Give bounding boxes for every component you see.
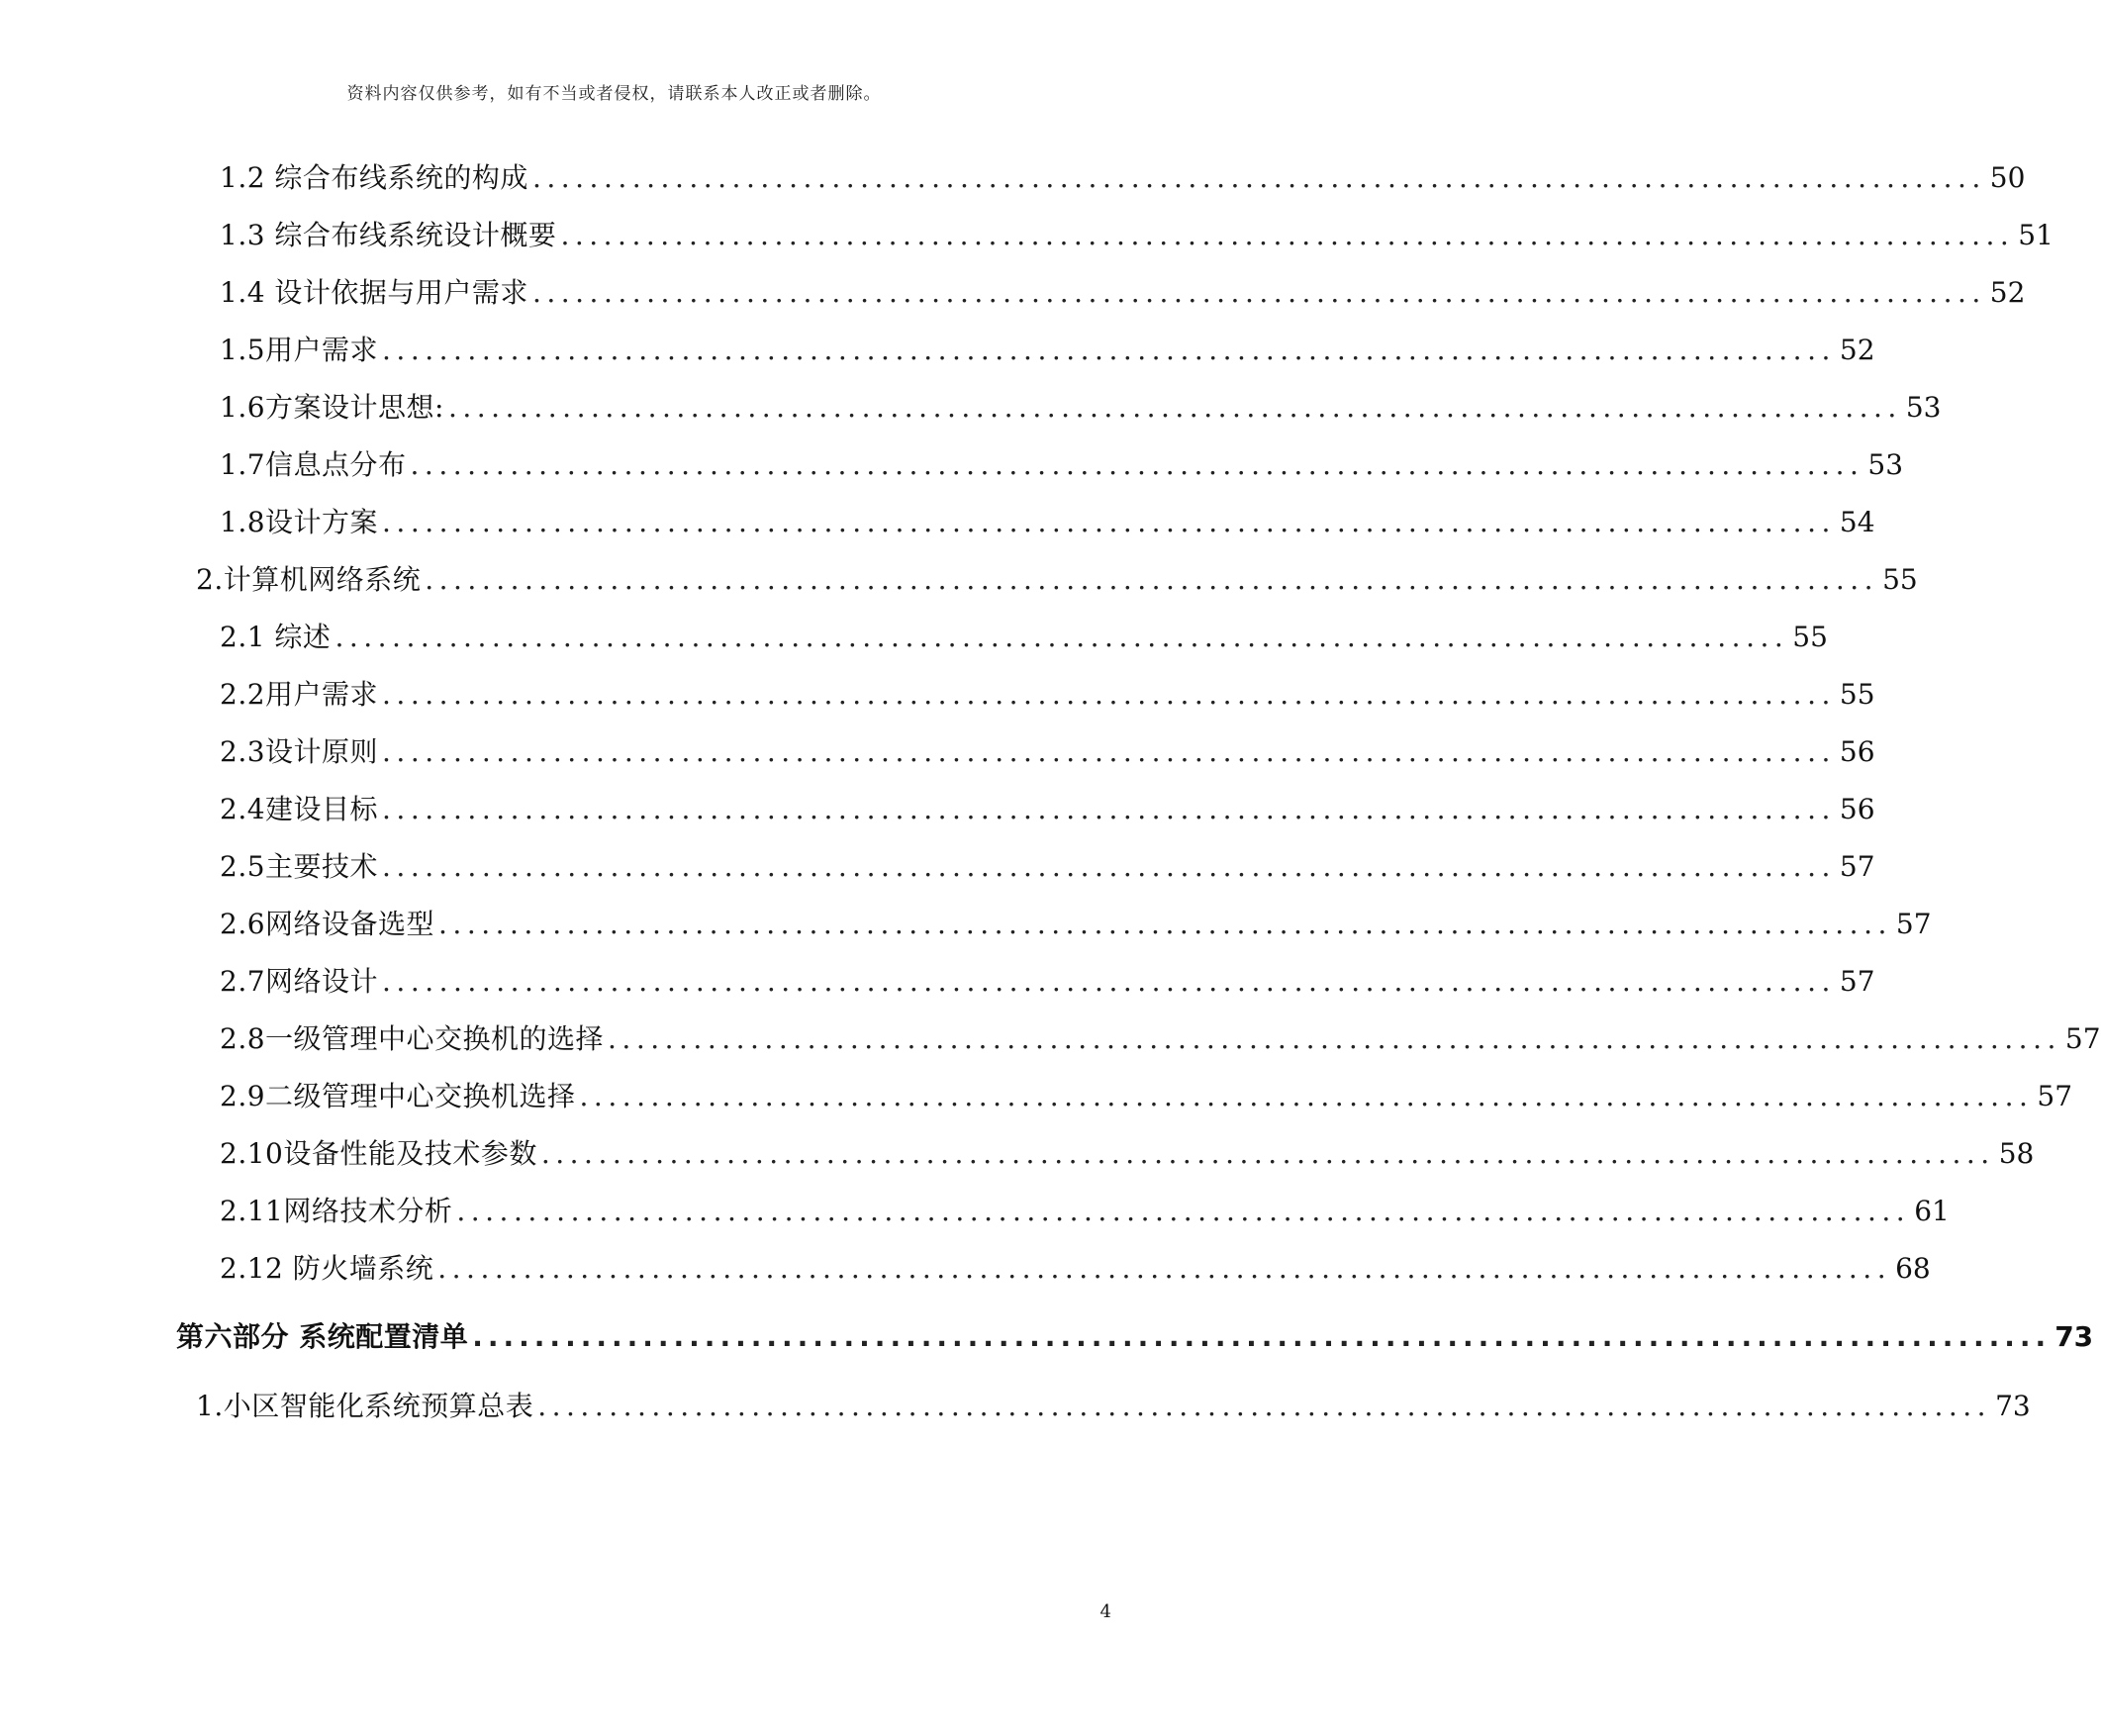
toc-entry[interactable] (220, 505, 1875, 540)
toc-entry[interactable] (220, 218, 2053, 253)
dot-leader: ...................................................................................................... (438, 908, 1892, 940)
toc-entry-page: 55 (1792, 621, 1828, 653)
toc-entry[interactable] (220, 1194, 1950, 1229)
toc-entry-title: 2.6网络设备选型 (220, 908, 435, 940)
toc-entry-title: 2.7网络设计 (220, 965, 379, 998)
toc-entry-title: 2.5主要技术 (220, 850, 379, 883)
toc-entry[interactable] (220, 1251, 1931, 1287)
toc-entry-title: 2.4建设目标 (220, 793, 379, 825)
toc-entry-title: 1.7信息点分布 (220, 448, 407, 481)
toc-entry-page: 58 (1998, 1137, 2035, 1170)
toc-entry[interactable] (220, 275, 2026, 311)
dot-leader: ...................................................................................................... (382, 506, 1836, 538)
dot-leader: ...................................................................................................... (608, 1022, 2061, 1055)
dot-leader: ...................................................................................................... (382, 850, 1836, 883)
toc-entry[interactable] (220, 964, 1875, 1000)
toc-entry[interactable] (220, 620, 1828, 655)
toc-entry[interactable] (220, 333, 1875, 368)
toc-entry[interactable] (220, 1136, 2035, 1172)
toc-entry[interactable] (196, 562, 1918, 598)
toc-entry-title: 2.11网络技术分析 (220, 1195, 453, 1227)
dot-leader: ...................................................................................................... (437, 1252, 1892, 1285)
toc-entry-title: 2.10设备性能及技术参数 (220, 1137, 537, 1170)
dot-leader: ...................................................................................................... (456, 1195, 1911, 1227)
toc-entry-page: 73 (1995, 1390, 2031, 1422)
toc-entry-title: 1.6方案设计思想: (220, 391, 444, 424)
dot-leader: ...................................................................................................... (382, 334, 1836, 366)
toc-entry-page: 53 (1905, 391, 1942, 424)
toc-entry-title: 2.1 综述 (220, 621, 332, 653)
disclaimer-header: 资料内容仅供参考，如有不当或者侵权，请联系本人改正或者删除。 (346, 84, 882, 104)
toc-entry[interactable] (220, 734, 1875, 770)
toc-entry-page: 73 (2054, 1320, 2094, 1353)
toc-entry-page: 55 (1839, 678, 1875, 711)
toc-entry[interactable] (220, 677, 1875, 713)
toc-entry-title: 1.8设计方案 (220, 506, 379, 538)
dot-leader: ...................................................................................................... (447, 391, 1902, 424)
toc-entry-title: 2.12 防火墙系统 (220, 1252, 434, 1285)
dot-leader: ...................................................................................................... (410, 448, 1864, 481)
dot-leader: ...................................................................................................... (382, 678, 1836, 711)
toc-entry-page: 57 (1895, 908, 1932, 940)
toc-entry[interactable] (220, 390, 1942, 426)
dot-leader: ...................................................................................................... (531, 276, 1986, 309)
toc-entry-page: 54 (1839, 506, 1875, 538)
toc-entry-page: 55 (1882, 563, 1918, 596)
dot-leader: ...................................................................................................... (531, 161, 1986, 194)
toc-entry-page: 51 (2018, 219, 2053, 251)
toc-entry-page: 52 (1839, 334, 1875, 366)
toc-entry[interactable] (220, 1079, 2073, 1114)
toc-entry-title: 第六部分 系统配置清单 (176, 1320, 469, 1353)
toc-entry-page: 52 (1989, 276, 2026, 309)
toc-entry-title: 1.2 综合布线系统的构成 (220, 161, 528, 194)
toc-section-heading[interactable] (176, 1319, 2094, 1355)
toc-entry-page: 50 (1989, 161, 2026, 194)
dot-leader: ...................................................................................................... (472, 1320, 2052, 1353)
dot-leader: ...................................................................................................... (382, 965, 1836, 998)
toc-entry-page: 57 (1839, 965, 1875, 998)
toc-entry-page: 53 (1867, 448, 1904, 481)
toc-entry[interactable] (220, 447, 1904, 483)
toc-entry[interactable] (220, 849, 1875, 885)
toc-entry[interactable] (196, 1389, 2031, 1424)
dot-leader: ...................................................................................................... (537, 1390, 1992, 1422)
toc-entry-title: 2.8一级管理中心交换机的选择 (220, 1022, 605, 1055)
toc-entry-page: 56 (1839, 793, 1875, 825)
toc-entry-page: 57 (2037, 1080, 2073, 1112)
toc-entry-page: 56 (1839, 735, 1875, 768)
dot-leader: ...................................................................................................... (579, 1080, 2034, 1112)
toc-entry-page: 57 (2064, 1022, 2101, 1055)
toc-entry-title: 2.9二级管理中心交换机选择 (220, 1080, 576, 1112)
toc-entry-page: 57 (1839, 850, 1875, 883)
toc-entry-page: 61 (1914, 1195, 1950, 1227)
dot-leader: ...................................................................................................... (334, 621, 1789, 653)
dot-leader: ...................................................................................................... (560, 219, 2015, 251)
page-number: 4 (1099, 1601, 1111, 1622)
toc-entry[interactable] (220, 907, 1932, 942)
toc-entry[interactable] (220, 1021, 2101, 1057)
toc-entry-title: 1.5用户需求 (220, 334, 379, 366)
toc-entry-title: 1.3 综合布线系统设计概要 (220, 219, 557, 251)
toc-entry-title: 1.小区智能化系统预算总表 (196, 1390, 534, 1422)
dot-leader: ...................................................................................................... (382, 735, 1836, 768)
dot-leader: ...................................................................................................... (382, 793, 1836, 825)
toc-entry-title: 2.2用户需求 (220, 678, 379, 711)
toc-entry-title: 2.3设计原则 (220, 735, 379, 768)
toc-entry[interactable] (220, 160, 2026, 196)
toc-entry-title: 2.计算机网络系统 (196, 563, 422, 596)
dot-leader: ...................................................................................................... (540, 1137, 1995, 1170)
dot-leader: ...................................................................................................... (425, 563, 1879, 596)
toc-entry-title: 1.4 设计依据与用户需求 (220, 276, 528, 309)
toc-entry-page: 68 (1895, 1252, 1931, 1285)
toc-entry[interactable] (220, 792, 1875, 827)
